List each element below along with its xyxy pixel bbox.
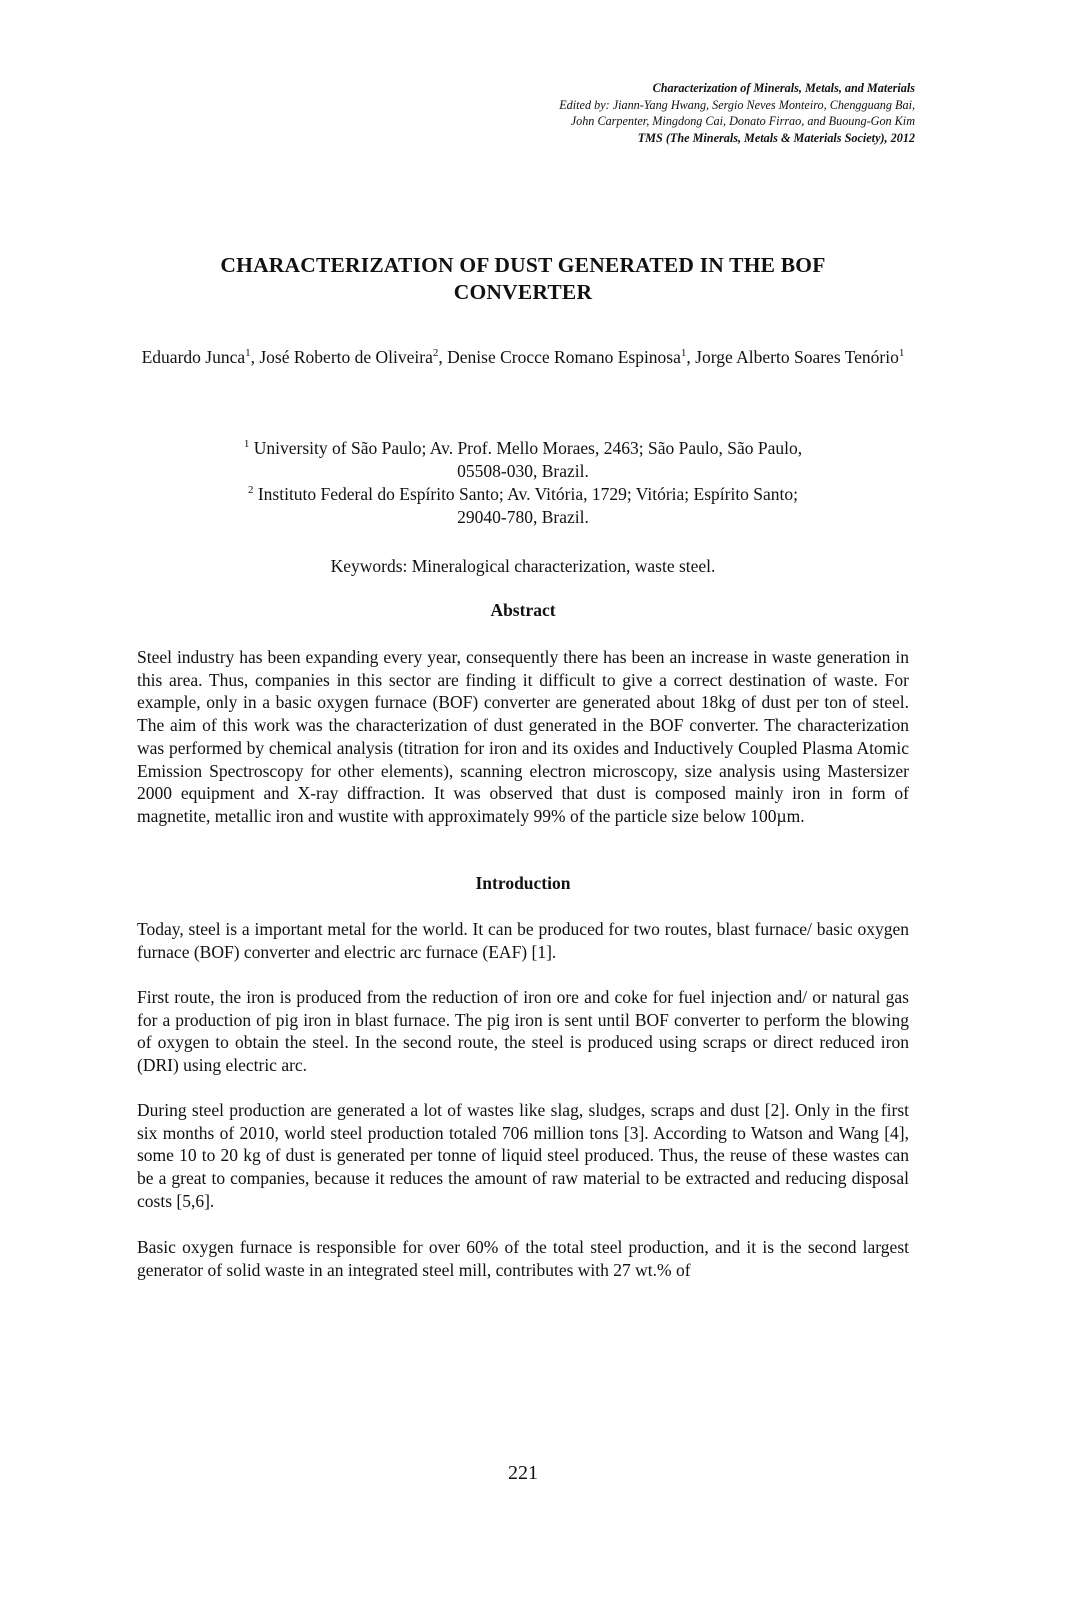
editors-line-2: John Carpenter, Mingdong Cai, Donato Firrao, and Buoung-Gon Kim <box>570 114 915 128</box>
page-number: 221 <box>508 1462 538 1484</box>
author: Denise Crocce Romano Espinosa$^1$, <box>447 347 696 367</box>
affiliation: $^2$ Instituto Federal do Espírito Santo; Av. Vitória, 1729; Vitória; Espírito Santo; 29040-780, Brazil. <box>247 484 799 527</box>
affiliation-marker: 1 <box>243 438 250 451</box>
affiliation-list <box>137 437 909 529</box>
book-header <box>355 80 915 146</box>
intro-paragraph-1: Today, steel is a important metal for the world. It can be produced for two routes, blast furnace/ basic oxygen furnace (BOF) converter and electric arc furnace (EAF) [1]. <box>137 919 909 962</box>
introduction-heading: Introduction <box>475 873 571 893</box>
keywords: Keywords: Mineralogical characterization, waste steel. <box>330 556 716 576</box>
book-title: Characterization of Minerals, Metals, and Materials <box>652 81 915 95</box>
intro-paragraph-3: During steel production are generated a lot of wastes like slag, sludges, scraps and dust [2]. Only in the first six months of 2010, world steel production totaled 706 million tons [3]. According to Watson and Wang [4], some 10 to 20 kg of dust is generated per tonne of liquid steel produced. Thus, the reuse of these wastes can be a great to companies, because it reduces the amount of raw material to be extracted and reducing disposal costs [5,6]. <box>137 1100 909 1211</box>
editors-line-1: Edited by: Jiann-Yang Hwang, Sergio Neves Monteiro, Chengguang Bai, <box>559 97 915 112</box>
author: Jorge Alberto Soares Tenório$^1$ <box>695 347 905 367</box>
title-line-2: CONVERTER <box>453 280 593 304</box>
abstract-text: Steel industry has been expanding every year, consequently there has been an increase in waste generation in this area. Thus, companies in this sector are finding it difficult to give a correct destination of waste. For example, only in a basic oxygen furnace (BOF) converter are generated about 18kg of dust per ton of steel. The aim of this work was the characterization of dust generated in the BOF converter. The characterization was performed by chemical analysis (titration for iron and its oxides and Inductively Coupled Plasma Atomic Emission Spectroscopy for other elements), scanning electron microscopy, size analysis using Mastersizer 2000 equipment and X-ray diffraction. It was observed that dust is composed mainly iron in form of magnetite, metallic iron and wustite with approximately 99% of the particle size below 100µm. <box>137 647 909 826</box>
title-line-1: CHARACTERIZATION OF DUST GENERATED IN THE BOF <box>220 253 826 277</box>
publisher-line: TMS (The Minerals, Metals & Materials Society), 2012 <box>637 130 915 145</box>
intro-paragraph-4: Basic oxygen furnace is responsible for over 60% of the total steel production, and it is the second largest generator of solid waste in an integrated steel mill, contributes with 27 wt.% of <box>137 1237 909 1280</box>
intro-paragraph-2: First route, the iron is produced from the reduction of iron ore and coke for fuel injection and/ or natural gas for a production of pig iron in blast furnace. The pig iron is sent until BOF converter to perform the blowing of oxygen to obtain the steel. In the second route, the steel is produced using scraps or direct reduced iron (DRI) using electric arc. <box>137 987 909 1076</box>
affiliation-marker: 2 <box>247 484 254 497</box>
author: Eduardo Junca$^1$, <box>141 347 260 367</box>
affiliation: $^1$ University of São Paulo; Av. Prof. Mello Moraes, 2463; São Paulo, São Paulo, 05508-030, Brazil. <box>243 438 803 481</box>
paper-title <box>137 252 909 306</box>
author-list <box>137 346 909 369</box>
author: José Roberto de Oliveira$^2$, <box>259 347 448 367</box>
abstract-heading: Abstract <box>490 600 556 620</box>
